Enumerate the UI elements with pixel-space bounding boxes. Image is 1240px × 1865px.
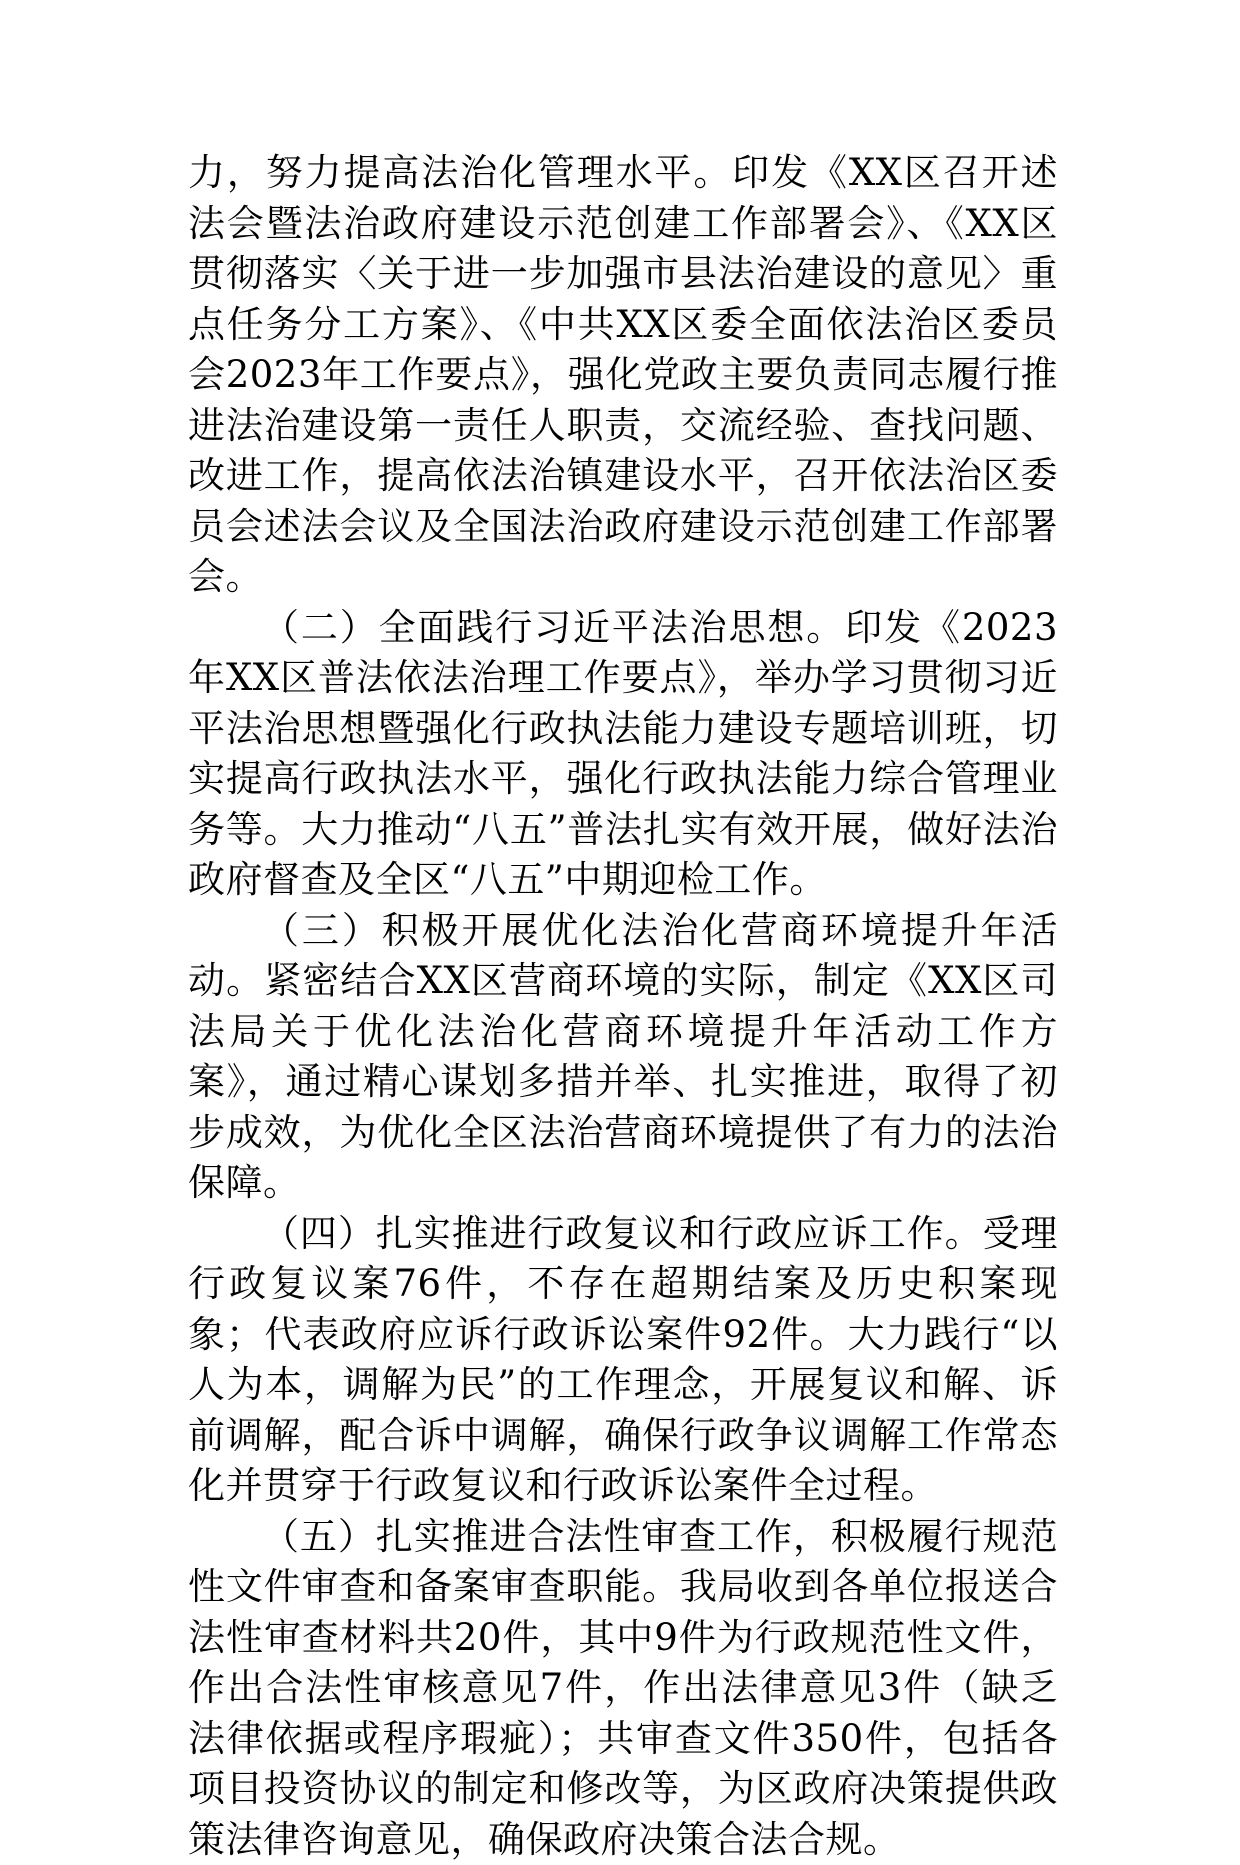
paragraph-section-3: （三）积极开展优化法治化营商环境提升年活动。紧密结合XX区营商环境的实际，制定《XX区司法局关于优化法治化营商环境提升年活动工作方案》，通过精心谋划多措并举、扎实推进，取得了初步成效，为优化全区法治营商环境提供了有力的法治保障。 — [188, 906, 1058, 1209]
document-body — [188, 148, 1058, 1865]
paragraph-continuation: 力，努力提高法治化管理水平。印发《XX区召开述法会暨法治政府建设示范创建工作部署会》、《XX区贯彻落实〈关于进一步加强市县法治建设的意见〉重点任务分工方案》、《中共XX区委全面依法治区委员会2023年工作要点》，强化党政主要负责同志履行推进法治建设第一责任人职责，交流经验、查找问题、改进工作，提高依法治镇建设水平，召开依法治区委员会述法会议及全国法治政府建设示范创建工作部署会。 — [188, 148, 1058, 603]
paragraph-section-5: （五）扎实推进合法性审查工作，积极履行规范性文件审查和备案审查职能。我局收到各单位报送合法性审查材料共20件，其中9件为行政规范性文件，作出合法性审核意见7件，作出法律意见3件（缺乏法律依据或程序瑕疵）；共审查文件350件，包括各项目投资协议的制定和修改等，为区政府决策提供政策法律咨询意见，确保政府决策合法合规。 — [188, 1512, 1058, 1865]
paragraph-section-2: （二）全面践行习近平法治思想。印发《2023年XX区普法依法治理工作要点》，举办学习贯彻习近平法治思想暨强化行政执法能力建设专题培训班，切实提高行政执法水平，强化行政执法能力综合管理业务等。大力推动“八五”普法扎实有效开展，做好法治政府督查及全区“八五”中期迎检工作。 — [188, 603, 1058, 906]
paragraph-section-4: （四）扎实推进行政复议和行政应诉工作。受理行政复议案76件，不存在超期结案及历史积案现象；代表政府应诉行政诉讼案件92件。大力践行“以人为本，调解为民”的工作理念，开展复议和解、诉前调解，配合诉中调解，确保行政争议调解工作常态化并贯穿于行政复议和行政诉讼案件全过程。 — [188, 1209, 1058, 1512]
